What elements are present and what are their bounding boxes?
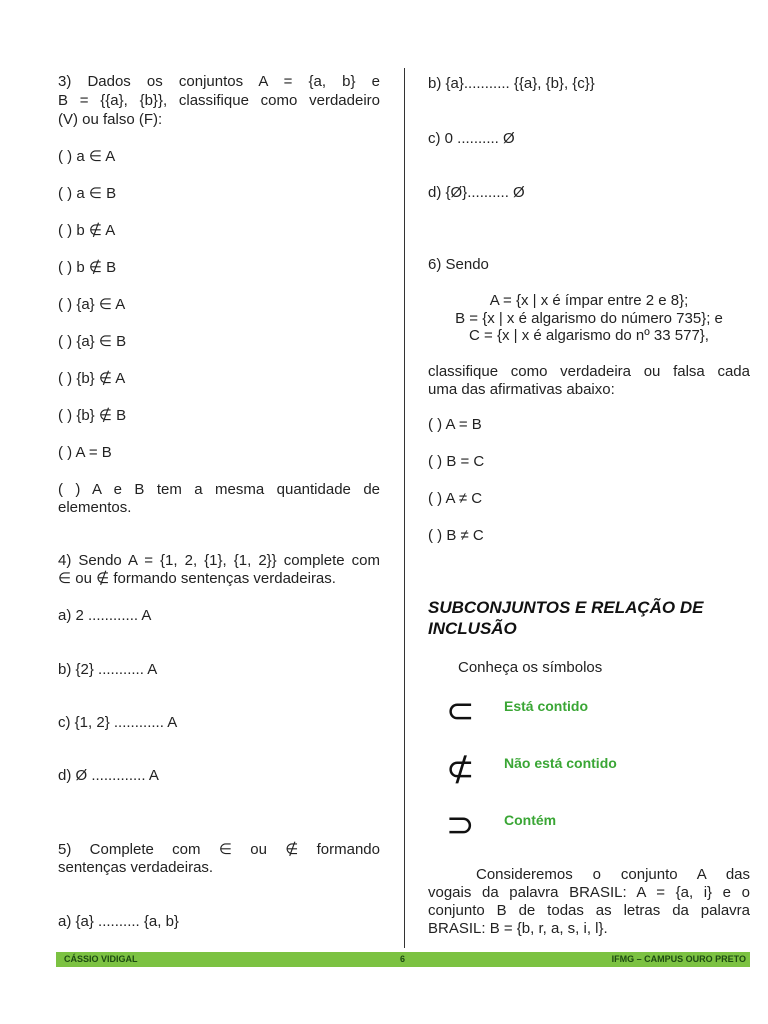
section-heading — [428, 597, 704, 639]
symbol-label-not-contained: Não está contido — [504, 755, 617, 771]
symbols-intro: Conheça os símbolos — [458, 659, 603, 676]
q3-item: ( ) b ∉ A — [58, 222, 116, 239]
q6-set-a: A = {x | x é ímpar entre 2 e 8}; — [489, 292, 689, 309]
symbol-label-contained: Está contido — [504, 698, 589, 714]
consider-line-3: conjunto B de todas as letras da palavra — [428, 902, 750, 919]
consider-line-4: BRASIL: B = {b, r, a, s, i, l}. — [428, 920, 608, 937]
q3-line-2: B = {{a}, {b}}, classifique como verdadeiro — [58, 92, 380, 109]
column-divider — [404, 68, 405, 948]
footer-bar — [56, 952, 750, 967]
q4-item: c) {1, 2} ............ A — [58, 714, 178, 731]
q4-item: b) {2} ........... A — [58, 661, 158, 678]
symbol-label-contains: Contém — [504, 812, 557, 828]
q4-line-1: 4) Sendo A = {1, 2, {1}, {1, 2}} complete com — [58, 552, 380, 569]
q3-line-1: 3) Dados os conjuntos A = {a, b} e — [58, 73, 380, 90]
q6-item: ( ) A ≠ C — [428, 490, 483, 507]
q3-last-line-2: elementos. — [58, 499, 132, 516]
q3-item: ( ) a ∈ A — [58, 148, 116, 165]
q3-item: ( ) {a} ∈ A — [58, 296, 126, 313]
q4-item: d) Ø ............. A — [58, 767, 159, 784]
q5-item-c: c) 0 .......... Ø — [428, 130, 515, 147]
footer-page-number: 6 — [400, 954, 406, 964]
subset-icon: ⊂ — [446, 691, 475, 731]
q6-line-1: classifique como verdadeira ou falsa cada — [428, 363, 750, 380]
consider-line-2: vogais da palavra BRASIL: A = {a, i} e o — [428, 884, 750, 901]
q3-item: ( ) {a} ∈ B — [58, 333, 127, 350]
q3-last-line-1: ( ) A e B tem a mesma quantidade de — [58, 481, 380, 498]
section-heading-line-2: INCLUSÃO — [428, 619, 517, 638]
q6-set-c: C = {x | x é algarismo do nº 33 577}, — [469, 327, 709, 344]
q6-set-b: B = {x | x é algarismo do número 735}; e — [455, 310, 723, 327]
q3-item: ( ) b ∉ B — [58, 259, 117, 276]
not-subset-icon: ⊄ — [446, 749, 475, 789]
q6-item: ( ) B = C — [428, 453, 485, 470]
superset-icon: ⊃ — [446, 805, 475, 845]
q3-item: ( ) A = B — [58, 444, 112, 461]
q5-item-a: a) {a} .......... {a, b} — [58, 913, 179, 930]
footer-author: CÁSSIO VIDIGAL — [64, 954, 138, 964]
q5-item-b: b) {a}........... {{a}, {b}, {c}} — [428, 75, 595, 92]
q6-title: 6) Sendo — [428, 256, 489, 273]
q3-item: ( ) a ∈ B — [58, 185, 117, 202]
q4-line-2: ∈ ou ∉ formando sentenças verdadeiras. — [58, 570, 336, 587]
q3-line-3: (V) ou falso (F): — [58, 111, 163, 128]
q4-item: a) 2 ............ A — [58, 607, 152, 624]
footer-institution: IFMG – CAMPUS OURO PRETO — [611, 954, 746, 964]
q5-line-1: 5) Complete com ∈ ou ∉ formando — [58, 841, 380, 858]
q6-line-2: uma das afirmativas abaixo: — [428, 381, 615, 398]
q3-item: ( ) {b} ∉ A — [58, 370, 126, 387]
section-heading-line-1: SUBCONJUNTOS E RELAÇÃO DE — [428, 598, 704, 617]
q5-item-d: d) {Ø}.......... Ø — [428, 184, 525, 201]
q3-item: ( ) {b} ∉ B — [58, 407, 127, 424]
q6-item: ( ) A = B — [428, 416, 482, 433]
consider-line-1: Consideremos o conjunto A das — [476, 866, 750, 883]
q6-item: ( ) B ≠ C — [428, 527, 484, 544]
q5-line-2: sentenças verdadeiras. — [58, 859, 214, 876]
